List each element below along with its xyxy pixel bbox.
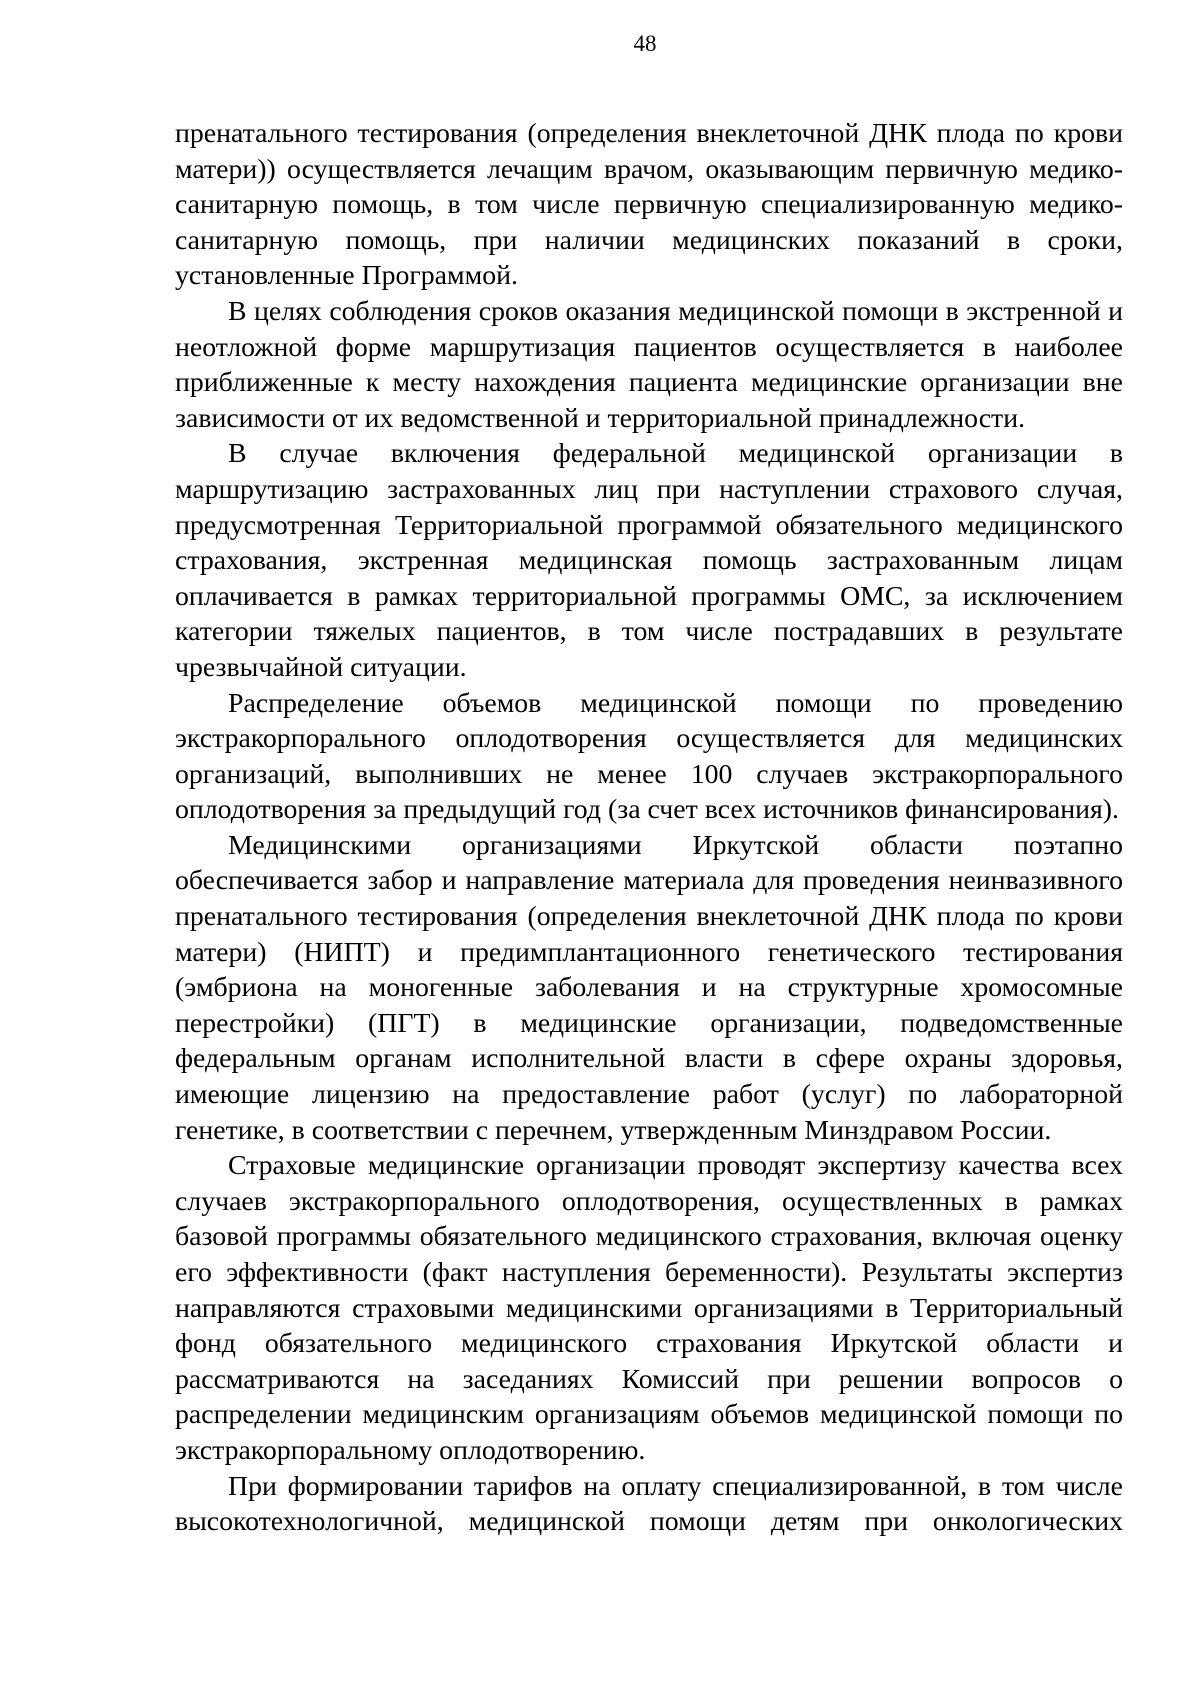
paragraph-2: В целях соблюдения сроков оказания медицинской помощи в экстренной и неотложной форме маршрутизация пациентов осуществляется в наиболее приближенные к месту нахождения пациента медицинские организации вне зависимости от их ведомственной и территориальной принадлежности. [175, 295, 1123, 434]
document-body [175, 116, 1123, 1540]
paragraph-1: пренатального тестирования (определения внеклеточной ДНК плода по крови матери)) осуществляется лечащим врачом, оказывающим первичную медико-санитарную помощь, в том числе первичную специализированную медико-санитарную помощь, при наличии медицинских показаний в сроки, установленные Программой. [175, 118, 1123, 292]
paragraph-7: При формировании тарифов на оплату специализированной, в том числе высокотехнологичной, медицинской помощи детям при онкологических [175, 1470, 1123, 1538]
paragraph-3: В случае включения федеральной медицинской организации в маршрутизацию застрахованных лиц при наступлении страхового случая, предусмотренная Территориальной программой обязательного медицинского страхования, экстренная медицинская помощь застрахованным лицам оплачивается в рамках территориальной программы ОМС, за исключением категории тяжелых пациентов, в том числе пострадавших в результате чрезвычайной ситуации. [175, 438, 1123, 683]
paragraph-5: Медицинскими организациями Иркутской области поэтапно обеспечивается забор и направление материала для проведения неинвазивного пренатального тестирования (определения внеклеточной ДНК плода по крови матери) (НИПТ) и предимплантационного генетического тестирования (эмбриона на моногенные заболевания и на структурные хромосомные перестройки) (ПГТ) в медицинские организации, подведомственные федеральным органам исполнительной власти в сфере охраны здоровья, имеющие лицензию на предоставление работ (услуг) по лабораторной генетике, в соответствии с перечнем, утвержденным Минздравом России. [175, 829, 1123, 1146]
paragraph-6: Страховые медицинские организации проводят экспертизу качества всех случаев экстракорпорального оплодотворения, осуществленных в рамках базовой программы обязательного медицинского страхования, включая оценку его эффективности (факт наступления беременности). Результаты экспертиз направляются страховыми медицинскими организациями в Территориальный фонд обязательного медицинского страхования Иркутской области и рассматриваются на заседаниях Комиссий при решении вопросов о распределении медицинским организациям объемов медицинской помощи по экстракорпоральному оплодотворению. [175, 1150, 1123, 1466]
page-number: 48 [633, 31, 657, 56]
paragraph-4: Распределение объемов медицинской помощи по проведению экстракорпорального оплодотворения осуществляется для медицинских организаций, выполнивших не менее 100 случаев экстракорпорального оплодотворения за предыдущий год (за счет всех источников финансирования). [175, 687, 1123, 826]
